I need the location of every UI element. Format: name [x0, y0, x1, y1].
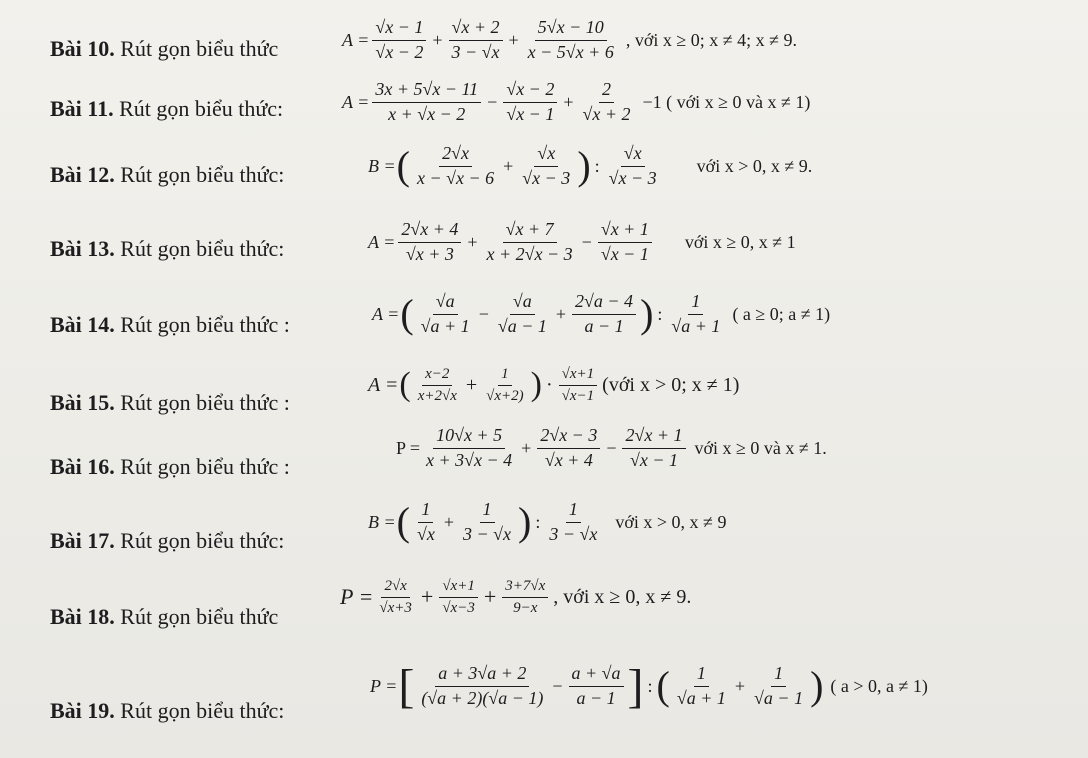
math-term: Bài 11.	[50, 96, 114, 121]
expression	[368, 366, 739, 404]
math-term: 1	[566, 500, 581, 523]
fraction	[525, 18, 617, 63]
math-term: )	[640, 291, 654, 337]
math-term: ·	[545, 373, 553, 396]
math-term: Bài 19.	[50, 698, 115, 723]
fraction	[398, 220, 461, 265]
math-term: +	[483, 584, 497, 609]
math-term: P =	[370, 675, 398, 696]
math-term: 3 − √x	[549, 523, 598, 544]
math-term: 1	[688, 292, 703, 315]
math-term: −	[552, 675, 563, 696]
math-term: +	[503, 155, 514, 176]
math-term: Rút gọn biểu thức:	[114, 162, 285, 187]
fraction	[415, 366, 460, 404]
fraction	[674, 664, 729, 709]
math-term: Rút gọn biểu thức:	[114, 698, 285, 723]
fraction	[414, 144, 497, 189]
condition: (với x > 0; x ≠ 1)	[602, 373, 740, 396]
math-term: 2√x	[439, 144, 472, 167]
math-term: √x+2)	[486, 387, 524, 404]
math-term: √x − 3	[522, 167, 571, 188]
math-term: √x − 1	[372, 18, 426, 41]
fraction	[484, 220, 576, 265]
math-term: a + √a	[569, 664, 624, 687]
math-term: 10√x + 5	[433, 426, 505, 449]
fraction	[622, 426, 685, 471]
condition: ( a > 0, a ≠ 1)	[830, 675, 928, 696]
math-term: +	[563, 91, 574, 112]
math-term: x − √x − 6	[416, 167, 495, 188]
math-term: [	[398, 659, 415, 713]
math-term: )	[810, 663, 824, 709]
math-term: √x + 2	[449, 18, 503, 41]
expression	[368, 144, 812, 189]
math-term: √x	[416, 523, 435, 544]
math-term: A =	[342, 29, 370, 50]
math-term: +	[508, 29, 519, 50]
fraction	[414, 500, 438, 545]
math-term: √x−1	[561, 387, 595, 404]
math-term: +	[521, 437, 532, 458]
math-term: A =	[368, 231, 396, 252]
math-term: 2√x − 3	[537, 426, 600, 449]
math-term: )	[518, 499, 532, 545]
math-term: +	[734, 675, 746, 696]
expression	[396, 426, 827, 471]
math-term: (	[396, 499, 410, 545]
condition: với x ≥ 0 và x ≠ 1.	[694, 437, 827, 458]
math-term: a − 1	[584, 315, 624, 336]
math-term: 3 − √x	[451, 41, 500, 62]
fraction	[502, 578, 548, 616]
fraction	[606, 144, 660, 189]
math-term: 1	[694, 664, 709, 687]
math-term: Rút gọn biểu thức :	[114, 454, 290, 479]
fraction	[372, 18, 426, 63]
math-term: −	[606, 437, 617, 458]
fraction	[559, 366, 598, 404]
condition: ( a ≥ 0; a ≠ 1)	[732, 303, 831, 324]
math-term: √x − 1	[629, 449, 678, 470]
math-term: +	[465, 373, 478, 396]
math-term: √a + 1	[420, 315, 470, 336]
math-term: √x + 4	[544, 449, 593, 470]
math-term: √x − 1	[506, 103, 555, 124]
fraction	[423, 426, 515, 471]
fraction	[372, 80, 481, 125]
problem-label: Bài 10.	[50, 36, 115, 61]
math-term: −	[478, 303, 489, 324]
math-term: √a + 1	[671, 315, 721, 336]
math-term: √x − 3	[608, 167, 657, 188]
expression	[370, 659, 928, 713]
math-term: (	[396, 143, 410, 189]
math-term: √a	[433, 292, 458, 315]
fraction	[569, 664, 624, 709]
math-term: √x	[534, 144, 558, 167]
fraction	[537, 426, 600, 471]
math-term: +	[420, 584, 434, 609]
math-term: x + √x − 2	[388, 103, 466, 124]
math-term: 3+7√x	[502, 578, 548, 598]
fraction	[503, 80, 557, 125]
math-term: 1	[771, 664, 786, 687]
math-term: Bài 15.	[50, 390, 115, 415]
math-term: 1	[480, 500, 495, 523]
fraction	[546, 500, 600, 545]
math-term: :	[594, 155, 600, 176]
math-term: √x + 7	[503, 220, 557, 243]
math-term: :	[657, 303, 663, 324]
fraction	[751, 664, 806, 709]
expression	[368, 220, 796, 265]
fraction	[572, 292, 636, 337]
expression	[342, 80, 810, 125]
fraction	[418, 292, 473, 337]
math-term: B =	[368, 511, 396, 532]
math-term: 3x + 5√x − 11	[372, 80, 481, 103]
math-term: P =	[396, 437, 420, 458]
math-term: 9−x	[513, 599, 538, 616]
math-term: √x − 1	[600, 243, 649, 264]
condition: với x > 0, x ≠ 9.	[696, 155, 813, 176]
math-term: x − 5√x + 6	[527, 41, 614, 62]
math-term: √x + 3	[405, 243, 454, 264]
fraction	[668, 292, 723, 337]
condition: với x > 0, x ≠ 9	[615, 511, 727, 532]
math-term: +	[443, 511, 455, 532]
math-term: √a	[510, 292, 535, 315]
math-term: Rút gọn biểu thức :	[114, 312, 290, 337]
math-term: √a − 1	[497, 315, 547, 336]
fraction	[483, 366, 527, 404]
math-term: 1	[418, 500, 433, 523]
expression	[368, 500, 726, 545]
fraction	[519, 144, 573, 189]
fraction	[579, 80, 633, 125]
condition: với x ≥ 0, x ≠ 1	[684, 231, 796, 252]
math-term: x−2	[422, 366, 452, 386]
math-term: +	[467, 231, 478, 252]
math-term: ]	[627, 659, 644, 713]
math-term: √x − 2	[503, 80, 557, 103]
math-term: √x−3	[442, 599, 475, 616]
fraction	[439, 578, 478, 616]
math-term: 2	[599, 80, 614, 103]
fraction	[460, 500, 514, 545]
math-term: Rút gọn biểu thức:	[114, 236, 285, 261]
expression	[372, 292, 830, 337]
math-term: √x+1	[439, 578, 478, 598]
math-term: A =	[342, 91, 370, 112]
math-term: (	[399, 365, 411, 403]
math-term: 5√x − 10	[535, 18, 607, 41]
math-term: (	[400, 291, 414, 337]
math-term: x+2√x	[417, 387, 457, 404]
math-term: 2√x + 4	[398, 220, 461, 243]
math-term: Rút gọn biểu thức :	[114, 390, 290, 415]
math-term: Rút gọn biểu thức:	[113, 96, 284, 121]
fraction	[376, 578, 415, 616]
math-term: a − 1	[576, 687, 616, 708]
math-term: (	[656, 663, 670, 709]
math-term: (√a + 2)(√a − 1)	[421, 687, 544, 708]
fraction	[449, 18, 503, 63]
problem-text: Rút gọn biểu thức	[114, 36, 279, 61]
condition: , với x ≥ 0; x ≠ 4; x ≠ 9.	[625, 29, 797, 50]
math-term: √x + 1	[598, 220, 652, 243]
math-term: −	[581, 231, 592, 252]
math-term: +	[432, 29, 443, 50]
math-term: x + 3√x − 4	[426, 449, 513, 470]
math-term: √a − 1	[754, 687, 804, 708]
math-term: √x+3	[379, 599, 412, 616]
math-term: Bài 16.	[50, 454, 115, 479]
math-term: Bài 14.	[50, 312, 115, 337]
math-term: √x	[621, 144, 645, 167]
math-term: √a + 1	[676, 687, 726, 708]
fraction	[598, 220, 652, 265]
math-term: Bài 18.	[50, 604, 115, 629]
math-term: P =	[340, 584, 374, 609]
expression	[342, 18, 797, 63]
math-term: −	[487, 91, 498, 112]
fraction	[495, 292, 550, 337]
math-term: a + 3√a + 2	[435, 664, 529, 687]
math-term: √x − 2	[375, 41, 424, 62]
math-term: :	[535, 511, 541, 532]
math-term: Bài 12.	[50, 162, 115, 187]
math-term: 2√x	[381, 578, 409, 598]
math-term: √x+1	[559, 366, 598, 386]
math-term: x + 2√x − 3	[486, 243, 573, 264]
math-term: Rút gọn biểu thức	[114, 604, 279, 629]
math-term: Rút gọn biểu thức:	[114, 528, 285, 553]
math-term: Bài 17.	[50, 528, 115, 553]
fraction	[418, 664, 546, 709]
math-term: )	[577, 143, 591, 189]
math-term: A =	[368, 373, 399, 396]
math-term: )	[530, 365, 542, 403]
math-term: :	[647, 675, 653, 696]
math-term: 1	[498, 366, 512, 386]
math-term: A =	[372, 303, 400, 324]
math-term: Bài 13.	[50, 236, 115, 261]
math-term: 2√x + 1	[622, 426, 685, 449]
math-term: +	[555, 303, 567, 324]
math-term: 2√a − 4	[572, 292, 636, 315]
condition: , với x ≥ 0, x ≠ 9.	[553, 585, 692, 608]
math-term: 3 − √x	[463, 523, 512, 544]
expression	[340, 578, 691, 616]
condition: −1 ( với x ≥ 0 và x ≠ 1)	[642, 91, 811, 112]
math-term: B =	[368, 155, 396, 176]
math-term: √x + 2	[582, 103, 631, 124]
